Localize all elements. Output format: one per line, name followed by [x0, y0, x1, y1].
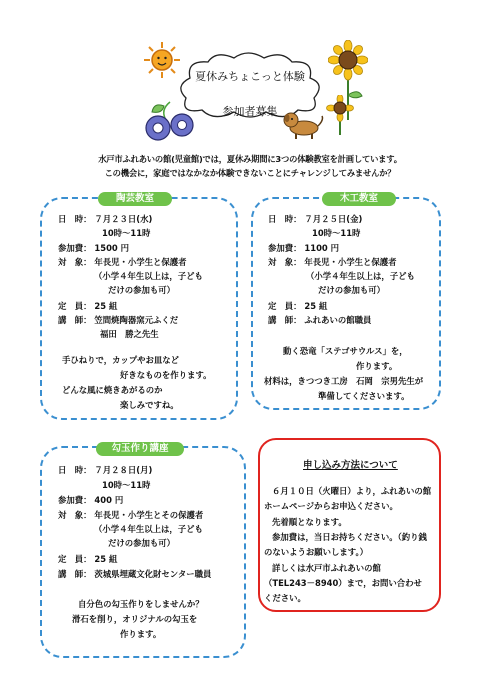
pottery-target-label: 対 象： [58, 257, 92, 267]
magatama-capacity-label: 定 員： [58, 554, 92, 564]
woodwork-fee-label: 参加費： [268, 243, 302, 253]
apply-title: 申し込み方法について [303, 460, 398, 471]
page-subtitle: 参加者募集 [222, 105, 278, 118]
woodwork-target-label: 対 象： [268, 257, 302, 267]
woodwork-desc-4: 準備してくださいます。 [318, 391, 410, 401]
woodwork-capacity-label: 定 員： [268, 301, 302, 311]
pottery-target-3: だけの参加も可） [108, 285, 175, 295]
pottery-date: ７月２３日(水) [94, 214, 153, 224]
morning-glory-icon [140, 100, 200, 145]
intro-line-1: 水戸市ふれあいの館(児童館)では，夏休み期間に3つの体験教室を計画しています。 [98, 154, 402, 164]
apply-line-1: ６月１０日（火曜日）より，ふれあいの館 [272, 486, 432, 496]
woodwork-tag: 木工教室 [322, 192, 396, 206]
pottery-desc-2: 好きなものを作ります。 [120, 370, 212, 380]
sunflower-small-icon [325, 95, 355, 135]
magatama-box [40, 446, 246, 658]
magatama-instructor-label: 講 師： [58, 569, 92, 579]
pottery-capacity-label: 定 員： [58, 301, 92, 311]
magatama-target-3: だけの参加も可） [108, 538, 175, 548]
magatama-date-label: 日 時： [58, 465, 92, 475]
apply-line-6: 詳しくは水戸市ふれあいの館 [272, 563, 381, 573]
apply-line-4: 参加費は，当日お持ちください。（釣り銭 [272, 532, 427, 542]
apply-line-3: 先着順となります。 [272, 517, 347, 527]
pottery-date-label: 日 時： [58, 214, 92, 224]
apply-line-5: のないようお願いします。） [264, 547, 369, 557]
page-title: 夏休みちょこっと体験 [195, 70, 305, 83]
pottery-fee-label: 参加費： [58, 243, 92, 253]
pottery-desc-4: 楽しみですね。 [120, 400, 179, 410]
pottery-desc-3: どんな風に焼きあがるのか [62, 385, 163, 395]
woodwork-date-label: 日 時： [268, 214, 302, 224]
pottery-instructor-2: 福田 勝之先生 [100, 329, 159, 339]
magatama-fee-label: 参加費： [58, 495, 92, 505]
magatama-date: ７月２８日(月) [94, 465, 153, 475]
pottery-target-1: 年長児・小学生と保護者 [94, 257, 187, 267]
apply-line-8: ください。 [264, 593, 306, 603]
magatama-desc-2: 滑石を削り，オリジナルの勾玉を [72, 614, 198, 624]
pottery-target-2: （小学４年生以上は，子ども [94, 271, 203, 281]
pottery-tag: 陶芸教室 [98, 192, 172, 206]
woodwork-desc-3: 材料は，きつつき工房 石岡 宗男先生が [264, 376, 424, 386]
magatama-fee: 400 円 [94, 495, 124, 505]
magatama-capacity: 25 組 [94, 554, 118, 564]
magatama-target-1: 年長児・小学生とその保護者 [94, 510, 204, 520]
apply-line-2: ホームページからお申込ください。 [264, 501, 398, 511]
intro-line-2: この機会に，家庭ではなかなか体験できないことにチャレンジしてみませんか？ [104, 168, 396, 178]
woodwork-date: ７月２５日(金) [304, 214, 363, 224]
pottery-fee: 1500 円 [94, 243, 130, 253]
pottery-capacity: 25 組 [94, 301, 118, 311]
magatama-target-label: 対 象： [58, 510, 92, 520]
woodwork-capacity: 25 組 [304, 301, 328, 311]
woodwork-instructor-1: ふれあいの館職員 [304, 315, 372, 325]
magatama-desc-1: 自分色の勾玉作りをしませんか？ [78, 599, 204, 609]
woodwork-time: 10時～11時 [312, 228, 361, 238]
pottery-desc-1: 手ひねりで，カップやお皿など [62, 355, 179, 365]
magatama-time: 10時～11時 [102, 480, 151, 490]
woodwork-fee: 1100 円 [304, 243, 340, 253]
pottery-instructor-label: 講 師： [58, 315, 92, 325]
dog-icon [282, 108, 324, 140]
magatama-desc-3: 作ります。 [120, 629, 162, 639]
woodwork-instructor-label: 講 師： [268, 315, 302, 325]
woodwork-target-2: （小学４年生以上は，子ども [306, 271, 415, 281]
woodwork-target-1: 年長児・小学生と保護者 [304, 257, 397, 267]
magatama-target-2: （小学４年生以上は，子ども [94, 524, 203, 534]
woodwork-desc-2: 作ります。 [356, 361, 398, 371]
woodwork-target-3: だけの参加も可） [318, 285, 385, 295]
pottery-time: 10時～11時 [102, 228, 151, 238]
woodwork-desc-1: 動く恐竜「ステゴサウルス」を， [283, 346, 408, 356]
pottery-instructor-1: 笠間焼陶器窯元ふくだ [94, 315, 179, 325]
magatama-instructor-1: 茨城県埋蔵文化財センター職員 [94, 569, 212, 579]
magatama-tag: 勾玉作り講座 [96, 442, 184, 456]
apply-line-7: （TEL243－8940）まで，お問い合わせ [264, 578, 422, 588]
